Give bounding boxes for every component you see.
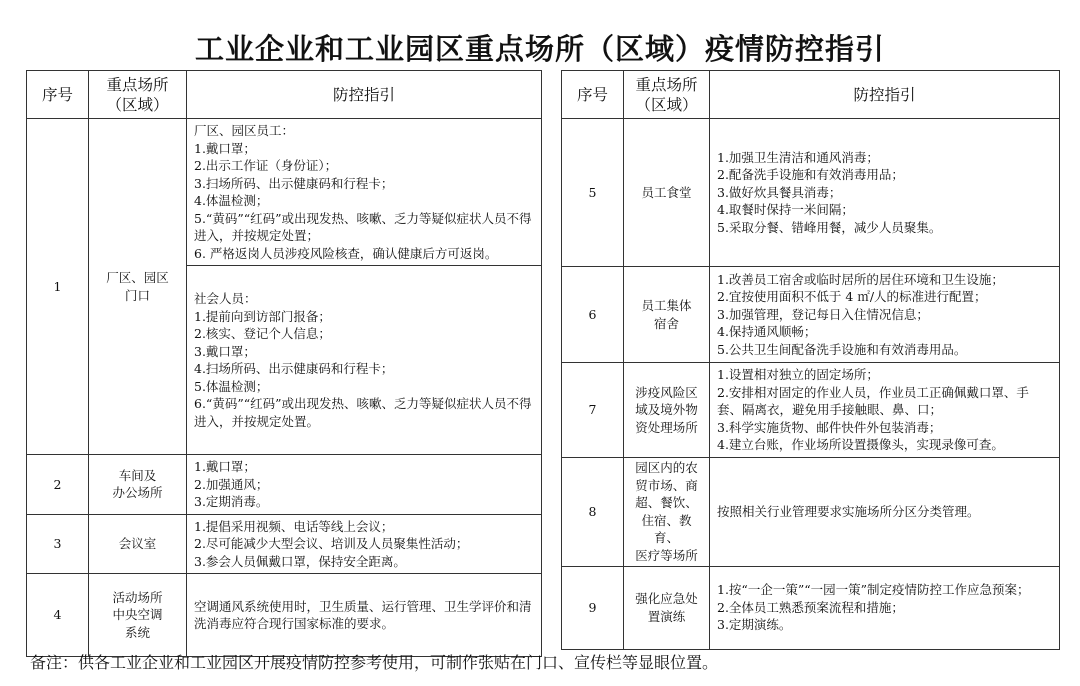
guide-line: 6.“黄码”“红码”或出现发热、咳嗽、乏力等疑似症状人员不得进入，并按规定处置。 xyxy=(194,396,532,429)
place-line: 门口 xyxy=(124,287,150,303)
guide-line: 按照相关行业管理要求实施场所分区分类管理。 xyxy=(717,503,980,519)
row-no: 4 xyxy=(27,574,89,657)
place-line: 中央空调 xyxy=(112,607,163,623)
row-guide xyxy=(710,119,1060,267)
row-no: 7 xyxy=(562,363,624,458)
guide-line: 3.戴口罩； xyxy=(194,343,256,359)
guide-line: 1.戴口罩； xyxy=(194,459,256,474)
row-no: 2 xyxy=(27,455,89,515)
table-header-row xyxy=(27,71,542,119)
header-place-line1: 重点场所 xyxy=(106,75,169,94)
guide-line: 5.“黄码”“红码”或出现发热、咳嗽、乏力等疑似症状人员不得进入，并按规定处置； xyxy=(194,210,532,243)
place-line: 会议室 xyxy=(118,536,157,551)
header-place xyxy=(624,71,710,119)
guide-line: 2.配备洗手设施和有效消毒用品； xyxy=(717,167,904,183)
guide-line: 空调通风系统使用时，卫生质量、运行管理、卫生学评价和清洗消毒应符合现行国家标准的要求。 xyxy=(194,598,532,631)
row-place xyxy=(624,457,710,566)
table-row xyxy=(562,363,1060,458)
row-guide xyxy=(187,514,542,574)
guide-line: 1.加强卫生清洁和通风消毒； xyxy=(717,149,879,165)
place-line: 园区内的农 xyxy=(635,460,698,475)
place-line: 域及境外物 xyxy=(635,402,698,417)
guide-table-right xyxy=(561,70,1060,650)
place-line: 活动场所 xyxy=(112,589,163,605)
guide-line: 2.加强通风； xyxy=(194,476,269,492)
row-no: 3 xyxy=(27,514,89,574)
footnote: 备注：供各工业企业和工业园区开展疫情防控参考使用，可制作张贴在门口、宣传栏等显眼位置。 xyxy=(30,653,719,672)
table-row xyxy=(562,566,1060,649)
header-place xyxy=(89,71,187,119)
guide-line: 3.参会人员佩戴口罩，保持安全距离。 xyxy=(194,553,406,569)
row-guide xyxy=(187,119,542,266)
row-place xyxy=(89,514,187,574)
row-guide xyxy=(710,457,1060,566)
row-place xyxy=(624,363,710,458)
place-line: 住宿、教育、 xyxy=(641,512,692,545)
row-no: 5 xyxy=(562,119,624,267)
guide-line: 5.公共卫生间配备洗手设施和有效消毒用品。 xyxy=(717,341,967,357)
place-line: 超、餐饮、 xyxy=(635,495,698,510)
row-no: 1 xyxy=(27,119,89,455)
row-no: 9 xyxy=(562,566,624,649)
row-guide xyxy=(710,363,1060,458)
place-line: 强化应急处 xyxy=(635,591,698,606)
place-line: 涉疫风险区 xyxy=(635,384,698,400)
guide-line: 3.加强管理，登记每日入住情况信息； xyxy=(717,306,929,322)
row-place xyxy=(89,574,187,657)
guide-line: 4.保持通风顺畅； xyxy=(717,324,817,340)
place-line: 置演练 xyxy=(647,608,686,624)
guide-line: 2.宜按使用面积不低于 4 ㎡/人的标准进行配置； xyxy=(717,289,987,305)
table-row xyxy=(27,574,542,657)
guide-line: 1.设置相对独立的固定场所； xyxy=(717,367,879,382)
row-guide xyxy=(187,455,542,515)
guide-line: 2.尽可能减少大型会议、培训及人员聚集性活动； xyxy=(194,536,469,551)
guide-line: 3.做好炊具餐具消毒； xyxy=(717,184,842,200)
row-place xyxy=(624,566,710,649)
header-guide: 防控指引 xyxy=(710,71,1060,119)
header-guide: 防控指引 xyxy=(187,71,542,119)
guide-line: 1.改善员工宿舍或临时居所的居住环境和卫生设施； xyxy=(717,271,1004,287)
guide-line: 3.定期消毒。 xyxy=(194,494,269,509)
guide-line: 2.全体员工熟悉预案流程和措施； xyxy=(717,599,904,615)
guide-line: 4.扫场所码、出示健康码和行程卡； xyxy=(194,361,394,376)
guide-line: 1.戴口罩； xyxy=(194,140,256,156)
row-place xyxy=(89,119,187,455)
row-guide xyxy=(187,574,542,657)
table-row xyxy=(562,267,1060,363)
row-no: 6 xyxy=(562,267,624,363)
header-no: 序号 xyxy=(562,71,624,119)
place-line: 办公场所 xyxy=(112,485,163,501)
guide-line: 1.提前向到访部门报备； xyxy=(194,308,331,324)
header-place-line2: （区域） xyxy=(106,95,169,114)
guide-line: 3.科学实施货物、邮件快件外包装消毒； xyxy=(717,419,942,435)
guide-line: 厂区、园区员工： xyxy=(194,123,295,138)
header-no: 序号 xyxy=(27,71,89,119)
row-place xyxy=(624,119,710,267)
guide-table-left xyxy=(26,70,542,657)
guide-line: 5.采取分餐、错峰用餐，减少人员聚集。 xyxy=(717,219,942,235)
guide-line: 2.核实、登记个人信息； xyxy=(194,326,331,341)
guide-line: 4.取餐时保持一米间隔； xyxy=(717,202,854,218)
guide-line: 6. 严格返岗人员涉疫风险核查，确认健康后方可返岗。 xyxy=(194,245,498,261)
table-row xyxy=(27,119,542,266)
table-header-row xyxy=(562,71,1060,119)
guide-line: 4.体温检测； xyxy=(194,193,269,208)
row-guide xyxy=(710,267,1060,363)
header-place-line1: 重点场所 xyxy=(635,75,698,94)
table-row xyxy=(27,455,542,515)
place-line: 车间及 xyxy=(118,467,157,483)
guide-line: 5.体温检测； xyxy=(194,378,269,394)
row-no: 8 xyxy=(562,457,624,566)
guide-line: 1.按“一企一策”“一园一策”制定疫情防控工作应急预案； xyxy=(717,582,1030,598)
place-line: 资处理场所 xyxy=(635,419,698,435)
table-row xyxy=(562,457,1060,566)
guide-line: 2.安排相对固定的作业人员，作业员工正确佩戴口罩、手套、隔离衣，避免用手接触眼、鼻、口； xyxy=(717,384,1029,417)
page-title: 工业企业和工业园区重点场所（区域）疫情防控指引 xyxy=(194,32,885,66)
guide-line: 4.建立台账，作业场所设置摄像头，实现录像可查。 xyxy=(717,437,1004,452)
guide-line: 1.提倡采用视频、电话等线上会议； xyxy=(194,518,394,534)
header-place-line2: （区域） xyxy=(635,95,698,114)
place-line: 系统 xyxy=(124,624,150,640)
guide-line: 2.出示工作证（身份证）； xyxy=(194,158,338,173)
table-row xyxy=(27,514,542,574)
row-guide xyxy=(710,566,1060,649)
place-line: 医疗等场所 xyxy=(635,547,698,563)
row-place xyxy=(89,455,187,515)
row-guide xyxy=(187,266,542,455)
guide-line: 社会人员： xyxy=(194,291,257,306)
row-place xyxy=(624,267,710,363)
table-row xyxy=(562,119,1060,267)
guide-line: 3.定期演练。 xyxy=(717,617,792,633)
place-line: 宿舍 xyxy=(653,315,679,331)
place-line: 贸市场、商 xyxy=(635,477,698,493)
guide-line: 3.扫场所码、出示健康码和行程卡； xyxy=(194,175,394,191)
place-line: 厂区、园区 xyxy=(106,270,169,285)
place-line: 员工集体 xyxy=(641,298,692,313)
place-line: 员工食堂 xyxy=(641,184,692,200)
